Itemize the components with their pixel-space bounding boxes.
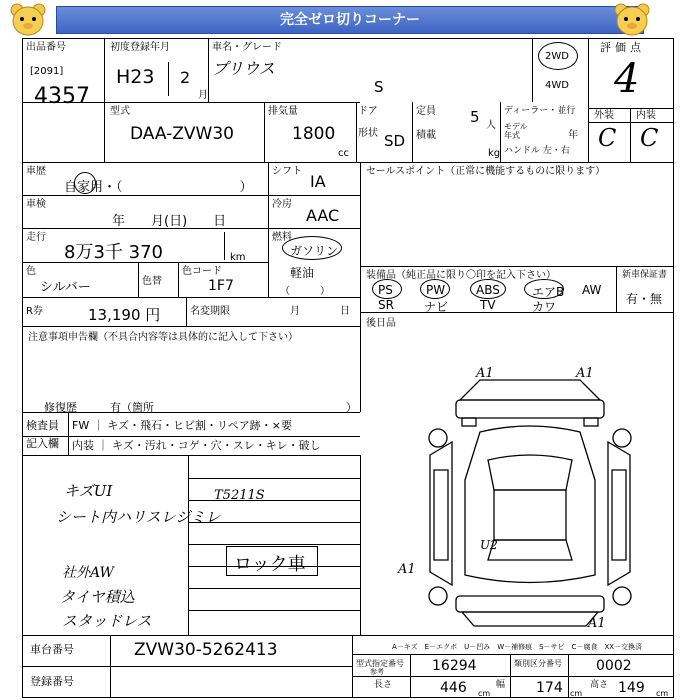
displacement-value: 1800 — [292, 124, 336, 144]
car-damage-diagram — [390, 360, 670, 630]
displacement-unit: cc — [338, 148, 349, 159]
recycle-label: R券 — [26, 306, 43, 317]
inspector-row-1: FW ｜ キズ・飛石・ヒビ割・リペア跡・×要 — [72, 419, 292, 432]
length-label: 長さ — [374, 680, 393, 690]
model-year-unit: 年 — [568, 130, 578, 141]
type-label: 型式 — [110, 106, 130, 117]
equip-abs-circle — [470, 279, 506, 299]
equip-aw: AW — [582, 283, 602, 297]
inspector-row-2: 内装 ｜ キズ・汚れ・コゲ・穴・スレ・キレ・破し — [72, 439, 321, 452]
color-label: 色 — [26, 266, 36, 277]
height-unit: cm — [656, 689, 669, 698]
color-value: シルバー — [40, 280, 91, 295]
mileage-value: 8万3千 370 — [64, 242, 163, 263]
equip-sr: SR — [378, 298, 394, 312]
fuel-diesel: 軽油 — [290, 266, 315, 280]
lot-label: 出品番号 — [26, 42, 66, 53]
notes-label: 注意事項申告欄（不具合内容等は具体的に記入して下さい） — [28, 332, 298, 343]
inspection-label: 車検 — [26, 199, 46, 210]
note-line-6: スタッドレス — [62, 612, 152, 630]
exterior-label: 外装 — [594, 110, 614, 121]
history-label: 車歴 — [26, 166, 46, 177]
type-no: 16294 — [432, 658, 477, 674]
lot-session: [2091] — [30, 66, 64, 77]
damage-mark-4: A1 — [588, 616, 606, 631]
history-circle — [74, 172, 96, 194]
fuel-other: （ ） — [280, 286, 330, 297]
right-mascot-icon — [612, 2, 652, 38]
capacity-label: 定員 — [416, 106, 436, 117]
drive-2wd: 2WD — [545, 51, 569, 62]
evaluation-label: 評価点 — [600, 41, 645, 54]
rear-seat-label: 後日品 — [366, 318, 396, 329]
damage-mark-2: A1 — [576, 366, 594, 381]
equip-tv: TV — [480, 298, 496, 312]
class-no-label: 類別区分番号 — [514, 659, 562, 668]
chassis-value: ZVW30-5262413 — [134, 640, 278, 660]
shift-label: シフト — [272, 166, 302, 177]
equip-navi: ナビ — [424, 300, 449, 314]
equipment-label: 装備品（純正品に限り〇印を記入下さい） — [366, 270, 556, 281]
equip-pw: PW — [426, 283, 446, 297]
name-change-label: 名変期限 — [190, 306, 230, 317]
note-line-3: T5211S — [214, 488, 265, 503]
model-label: 車名・グレード — [212, 42, 282, 53]
exterior-grade: C — [598, 124, 617, 152]
width-label: 幅 — [496, 680, 506, 690]
mileage-unit: km — [230, 252, 246, 263]
interior-label: 内装 — [636, 110, 656, 121]
interior-grade: C — [640, 124, 659, 152]
damage-legend: A－キズ E－エクボ U－凹み W－補修痕 S－サビ C－腐食 XX－交換済 — [392, 643, 643, 651]
registration-year: H23 — [116, 66, 155, 88]
mileage-label: 走行 — [26, 232, 46, 243]
equip-pw-circle — [420, 279, 450, 299]
note-line-4: 社外AW — [62, 565, 114, 581]
warranty-label: 新車保証書 — [622, 270, 668, 280]
shift-value: IA — [310, 172, 326, 191]
dealer-label: ディーラー・並行 — [504, 106, 576, 116]
banner-title: 完全ゼロ切りコーナー — [56, 6, 644, 34]
handle-label: ハンドル 左・右 — [504, 146, 570, 156]
drive-4wd: 4WD — [545, 80, 569, 91]
ac-label: 冷房 — [272, 199, 292, 210]
fuel-gasoline-circle — [282, 236, 342, 260]
doors-shape-label: 形状 — [358, 128, 378, 139]
type-no-label: 型式指定番号 — [356, 659, 404, 668]
equip-airbag-circle — [524, 279, 564, 299]
capacity-value: 5 — [470, 108, 480, 126]
color-code: 1F7 — [208, 278, 234, 294]
left-mascot-icon — [8, 2, 48, 38]
type-no-ref: 参考 — [370, 668, 384, 676]
displacement-label: 排気量 — [268, 106, 298, 117]
equip-ps: PS — [378, 283, 393, 297]
inspection-value: 年 月(日) 日 — [112, 214, 227, 229]
recycle-value: 13,190 円 — [88, 306, 161, 324]
length-unit: cm — [478, 689, 491, 698]
registration-label: 初度登録年月 — [110, 42, 170, 53]
reg-number-label: 登録番号 — [30, 675, 74, 688]
damage-mark-1: A1 — [476, 366, 494, 381]
registration-month-unit: 月 — [198, 90, 208, 101]
lock-stamp: ロック車 — [234, 554, 306, 575]
doors-shape: SD — [384, 132, 406, 150]
equip-airbag: エアB — [532, 285, 565, 299]
repair-value: 有（箇所 — [110, 401, 154, 414]
fuel-gasoline: ガソリン — [290, 244, 339, 258]
sales-label: セールスポイント（正常に機能するものに限ります） — [366, 166, 606, 177]
evaluation-score: 4 — [614, 56, 640, 102]
fuel-label: 燃料 — [272, 232, 292, 243]
load-unit: kg — [488, 148, 501, 159]
history-value: 自家用・（ ） — [64, 180, 253, 195]
equip-abs: ABS — [476, 283, 500, 297]
name-change-day: 日 — [340, 306, 350, 317]
note-line-2: シート内ハリスレジミレ — [56, 508, 221, 526]
width-unit: cm — [570, 689, 583, 698]
warranty-value: 有・無 — [626, 292, 663, 306]
damage-mark-3: A1 — [398, 562, 416, 577]
note-line-5: タイヤ積込 — [60, 588, 135, 606]
damage-mark-5: U2 — [480, 538, 498, 552]
note-line-1: キズUI — [64, 482, 113, 500]
color-code-label: 色コード — [182, 266, 222, 277]
lot-number: 4357 — [34, 84, 90, 109]
width-value: 174 — [536, 680, 563, 696]
model-year-label: モデル年式 — [504, 122, 528, 140]
capacity-unit: 人 — [486, 120, 496, 131]
model-grade: S — [374, 78, 384, 96]
color-number-label: 色替 — [142, 276, 162, 287]
ac-value: AAC — [306, 206, 340, 225]
registration-month: 2 — [180, 68, 191, 87]
equip-leather: カワ — [532, 300, 557, 314]
inspector-label-1: 検査員 — [26, 419, 59, 432]
class-no: 0002 — [596, 658, 632, 674]
equip-ps-circle — [372, 279, 402, 299]
model-name: プリウス — [212, 59, 275, 78]
type-value: DAA-ZVW30 — [130, 124, 235, 144]
doors-label: ドア — [358, 106, 378, 117]
inspector-label-2: 記入欄 — [26, 437, 59, 450]
chassis-label: 車台番号 — [30, 643, 74, 656]
height-value: 149 — [618, 680, 645, 696]
length-value: 446 — [440, 680, 467, 696]
repair-label: 修復歴 — [44, 401, 77, 414]
height-label: 高さ — [590, 680, 609, 690]
name-change-month: 月 — [290, 306, 300, 317]
load-label: 積載 — [416, 130, 436, 141]
